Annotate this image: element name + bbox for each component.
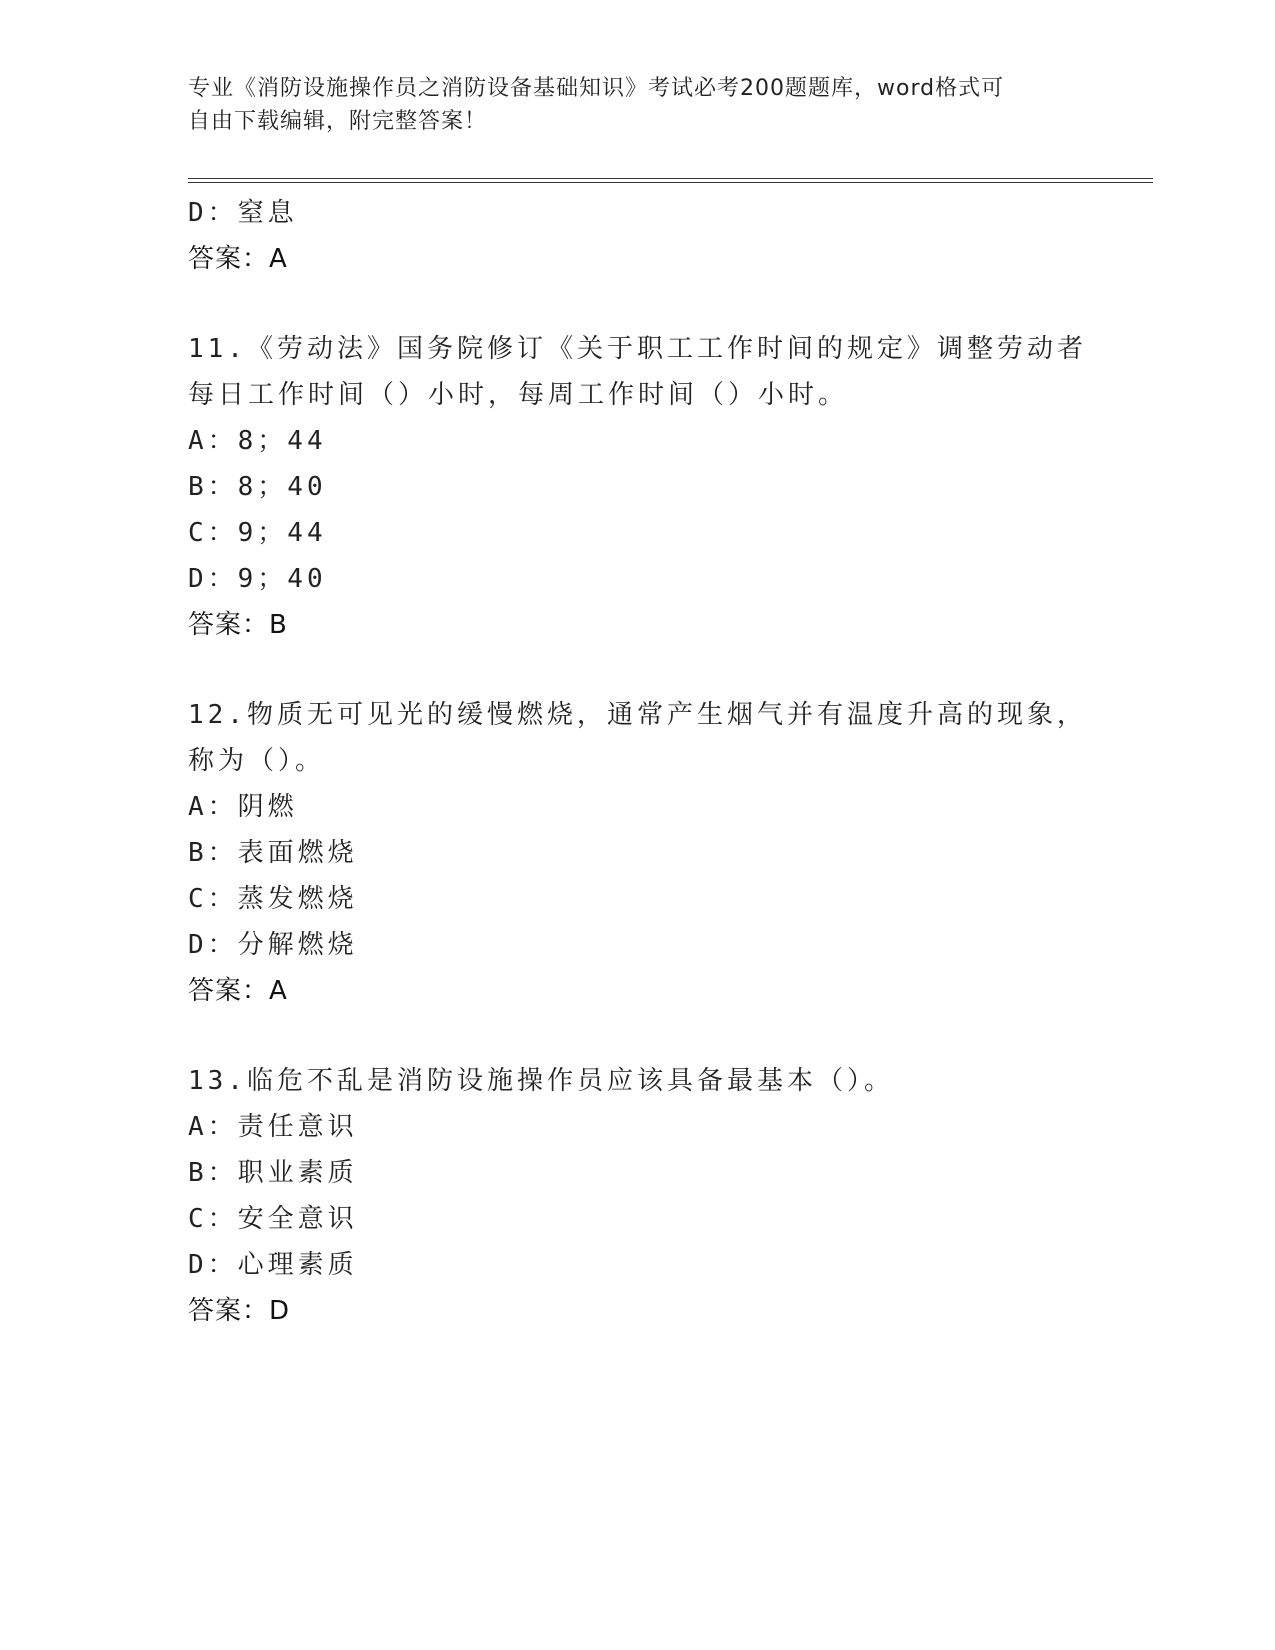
option-b: B：职业素质	[188, 1158, 358, 1188]
header-rule-top	[188, 178, 1153, 179]
question-text: 13.临危不乱是消防设施操作员应该具备最基本（）。	[188, 1066, 894, 1096]
prev-option-d: D：窒息	[188, 198, 298, 228]
header-title-line1: 专业《消防设施操作员之消防设备基础知识》考试必考200题题库，word格式可	[188, 76, 1005, 101]
option-d: D：心理素质	[188, 1250, 358, 1280]
question-11	[188, 326, 1088, 648]
question-13	[188, 1058, 1088, 1334]
option-d: D：分解燃烧	[188, 930, 358, 960]
header-rule-bottom	[188, 182, 1153, 183]
document-header	[188, 72, 1088, 138]
option-b: B：8；40	[188, 472, 327, 502]
question-text: 12.物质无可见光的缓慢燃烧，通常产生烟气并有温度升高的现象，称为（）。	[188, 700, 1087, 776]
spacer	[188, 1014, 1088, 1058]
header-title-line2: 自由下载编辑，附完整答案！	[188, 109, 488, 134]
question-text: 11.《劳动法》国务院修订《关于职工工作时间的规定》调整劳动者每日工作时间（）小时，每周工作时间（）小时。	[188, 334, 1087, 410]
prev-answer: 答案：A	[188, 244, 288, 274]
answer: 答案：A	[188, 976, 288, 1006]
answer: 答案：D	[188, 1296, 291, 1326]
spacer	[188, 282, 1088, 326]
option-c: C：9；44	[188, 518, 327, 548]
answer: 答案：B	[188, 610, 288, 640]
option-c: C：安全意识	[188, 1204, 358, 1234]
option-b: B：表面燃烧	[188, 838, 358, 868]
option-a: A：责任意识	[188, 1112, 358, 1142]
spacer	[188, 648, 1088, 692]
option-c: C：蒸发燃烧	[188, 884, 358, 914]
question-12	[188, 692, 1088, 1014]
option-a: A：阴燃	[188, 792, 298, 822]
option-a: A：8；44	[188, 426, 327, 456]
option-d: D：9；40	[188, 564, 327, 594]
document-body	[188, 190, 1088, 1334]
